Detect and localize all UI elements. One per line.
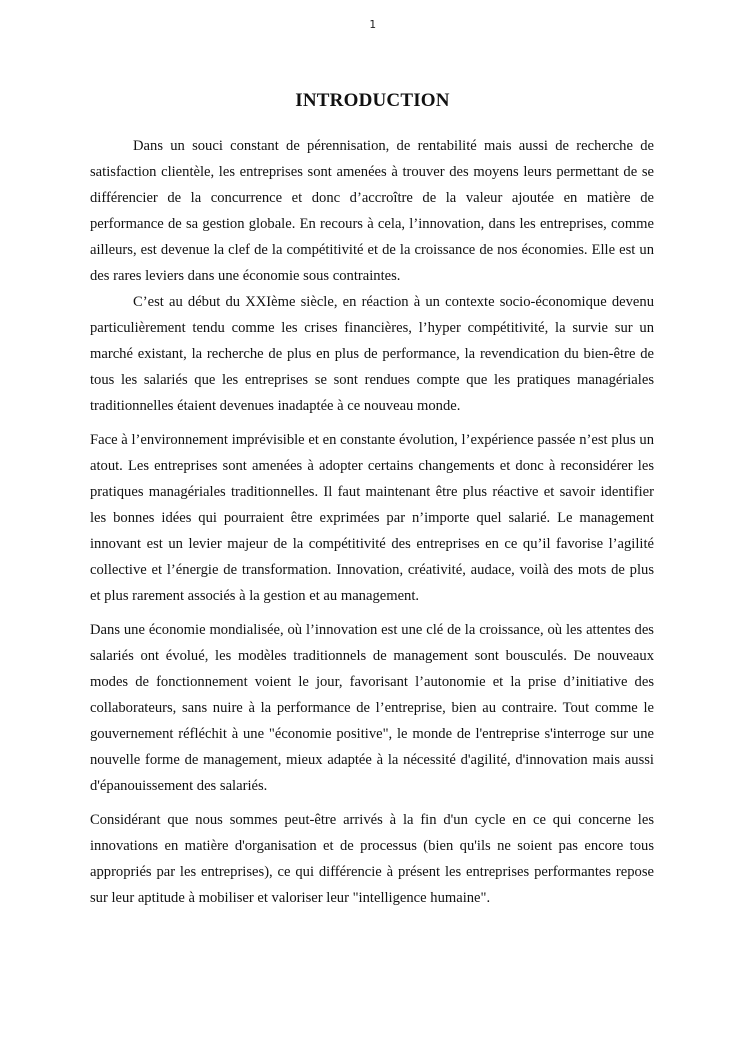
page-number: 1 — [369, 18, 376, 31]
paragraph-4: Dans une économie mondialisée, où l’innovation est une clé de la croissance, où les attentes des salariés ont évolué, les modèles traditionnels de management sont bousculés. De nouveaux modes de fonctionnement voient le jour, favorisant l’autonomie et la prise d’initiative des collaborateurs, sans nuire à la performance de l’entreprise, bien au contraire. Tout comme le gouvernement réfléchit à une "économie positive", le monde de l'entreprise s'interroge sur une nouvelle forme de management, mieux adaptée à la nécessité d'agilité, d'innovation mais aussi d'épanouissement des salariés. — [90, 622, 654, 794]
paragraph-5: Considérant que nous sommes peut-être arrivés à la fin d'un cycle en ce qui concerne les innovations en matière d'organisation et de processus (bien qu'ils ne soient pas encore tous appropriés par les entreprises), ce qui différencie à présent les entreprises performantes repose sur leur aptitude à mobiliser et valoriser leur "intelligence humaine". — [90, 812, 654, 906]
paragraph-3: Face à l’environnement imprévisible et en constante évolution, l’expérience passée n’est plus un atout. Les entreprises sont amenées à adopter certains changements et donc à reconsidérer les pratiques managériales traditionnelles. Il faut maintenant être plus réactive et savoir identifier les bonnes idées qui pourraient être exprimées par n’importe quel salarié. Le management innovant est un levier majeur de la compétitivité des entreprises en ce qu’il favorise l’agilité collective et l’énergie de transformation. Innovation, créativité, audace, voilà des mots de plus et plus rarement associés à la gestion et au management. — [90, 432, 654, 604]
paragraph-1: Dans un souci constant de pérennisation, de rentabilité mais aussi de recherche de satisfaction clientèle, les entreprises sont amenées à trouver des moyens leurs permettant de se différencier de la concurrence et donc d’accroître de la valeur ajoutée en matière de performance de sa gestion globale. En recours à cela, l’innovation, dans les entreprises, comme ailleurs, est devenue la clef de la compétitivité et de la croissance de nos économies. Elle est un des rares leviers dans une économie sous contraintes. — [90, 138, 654, 284]
page-title: INTRODUCTION — [295, 90, 450, 111]
paragraph-2: C’est au début du XXIème siècle, en réaction à un contexte socio-économique devenu particulièrement tendu comme les crises financières, l’hyper compétitivité, la survie sur un marché existant, la recherche de plus en plus de performance, la revendication du bien-être de tous les salariés que les entreprises se sont rendues compte que les pratiques managériales traditionnelles étaient devenues inadaptée à ce nouveau monde. — [90, 294, 654, 414]
document-body — [90, 133, 654, 911]
